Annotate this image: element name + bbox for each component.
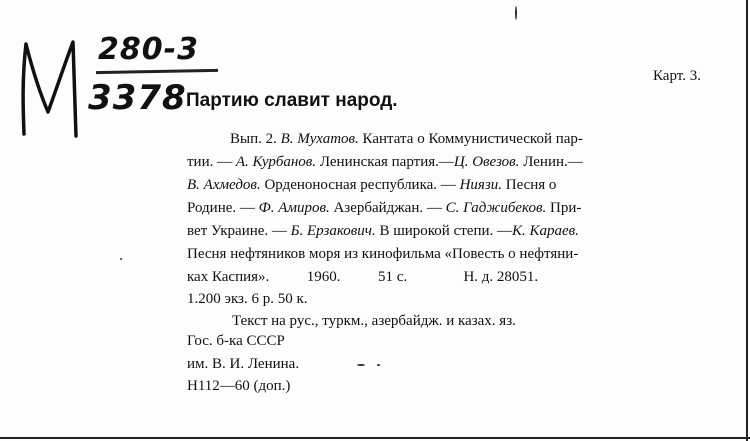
description-text: Песня нефтяников моря из кинофильма «Повесть о нефтяни- — [187, 246, 579, 262]
description-text: Вып. 2. — [230, 131, 281, 147]
description-text: Орденоносная республика. — — [260, 177, 460, 193]
shelf-code: Н112—60 (доп.) — [187, 378, 291, 394]
ink-speck — [515, 6, 517, 20]
author-name: Б. Ерзакович. — [290, 223, 376, 239]
description-line — [187, 245, 722, 263]
card-number: Карт. 3. — [653, 68, 701, 84]
description-line — [187, 176, 722, 194]
author-name: С. Гаджибеков. — [445, 200, 547, 216]
card-right-edge — [746, 0, 748, 441]
description-line — [187, 153, 722, 171]
author-name: Ниязи. — [459, 177, 502, 193]
languages-note: Текст на рус., туркм., азербайдж. и казах. яз. — [232, 313, 516, 329]
description-text: В широкой степи. — — [375, 223, 513, 239]
description-line — [230, 130, 722, 148]
description-line — [187, 222, 722, 240]
description-text: Ленинская партия.— — [316, 154, 454, 170]
author-name: А. Курбанов. — [235, 154, 317, 170]
author-name: К. Караев. — [512, 223, 579, 239]
card-bottom-edge — [0, 437, 750, 439]
description-text: Родине. — — [187, 200, 259, 216]
description-text: 1.200 экз. 6 р. 50 к. — [187, 291, 308, 307]
handwritten-letter-m — [18, 38, 80, 138]
description-text: ках Каспия». 1960. 51 с. Н. д. 28051. — [187, 269, 539, 285]
handwritten-underline — [96, 69, 218, 74]
ink-speck — [377, 364, 380, 366]
description-text: Песня о — [501, 177, 557, 193]
description-text: Кантата о Коммунистической пар- — [358, 131, 583, 147]
description-text: При- — [546, 200, 582, 216]
library-line-2: им. В. И. Ленина. — [187, 356, 300, 372]
description-text: Ленин.— — [519, 154, 583, 170]
author-name: В. Ахмедов. — [187, 177, 261, 193]
description-line — [187, 268, 722, 286]
author-name: Ц. Овезов. — [453, 154, 520, 170]
ink-speck — [357, 364, 365, 366]
card-title: Партию славит народ. — [186, 90, 398, 111]
description-text: Азербайджан. — — [329, 200, 446, 216]
handwritten-number-bottom: 3378 — [88, 78, 187, 118]
library-line-1: Гос. б-ка СССР — [187, 333, 285, 349]
description-line — [187, 290, 722, 308]
description-line — [187, 199, 722, 217]
author-name: Ф. Амиров. — [258, 200, 330, 216]
author-name: В. Мухатов. — [280, 131, 359, 147]
ink-speck — [120, 258, 122, 260]
handwritten-number-top: 280-3 — [98, 32, 199, 67]
description-text: вет Украине. — — [187, 223, 291, 239]
description-text: тии. — — [187, 154, 236, 170]
